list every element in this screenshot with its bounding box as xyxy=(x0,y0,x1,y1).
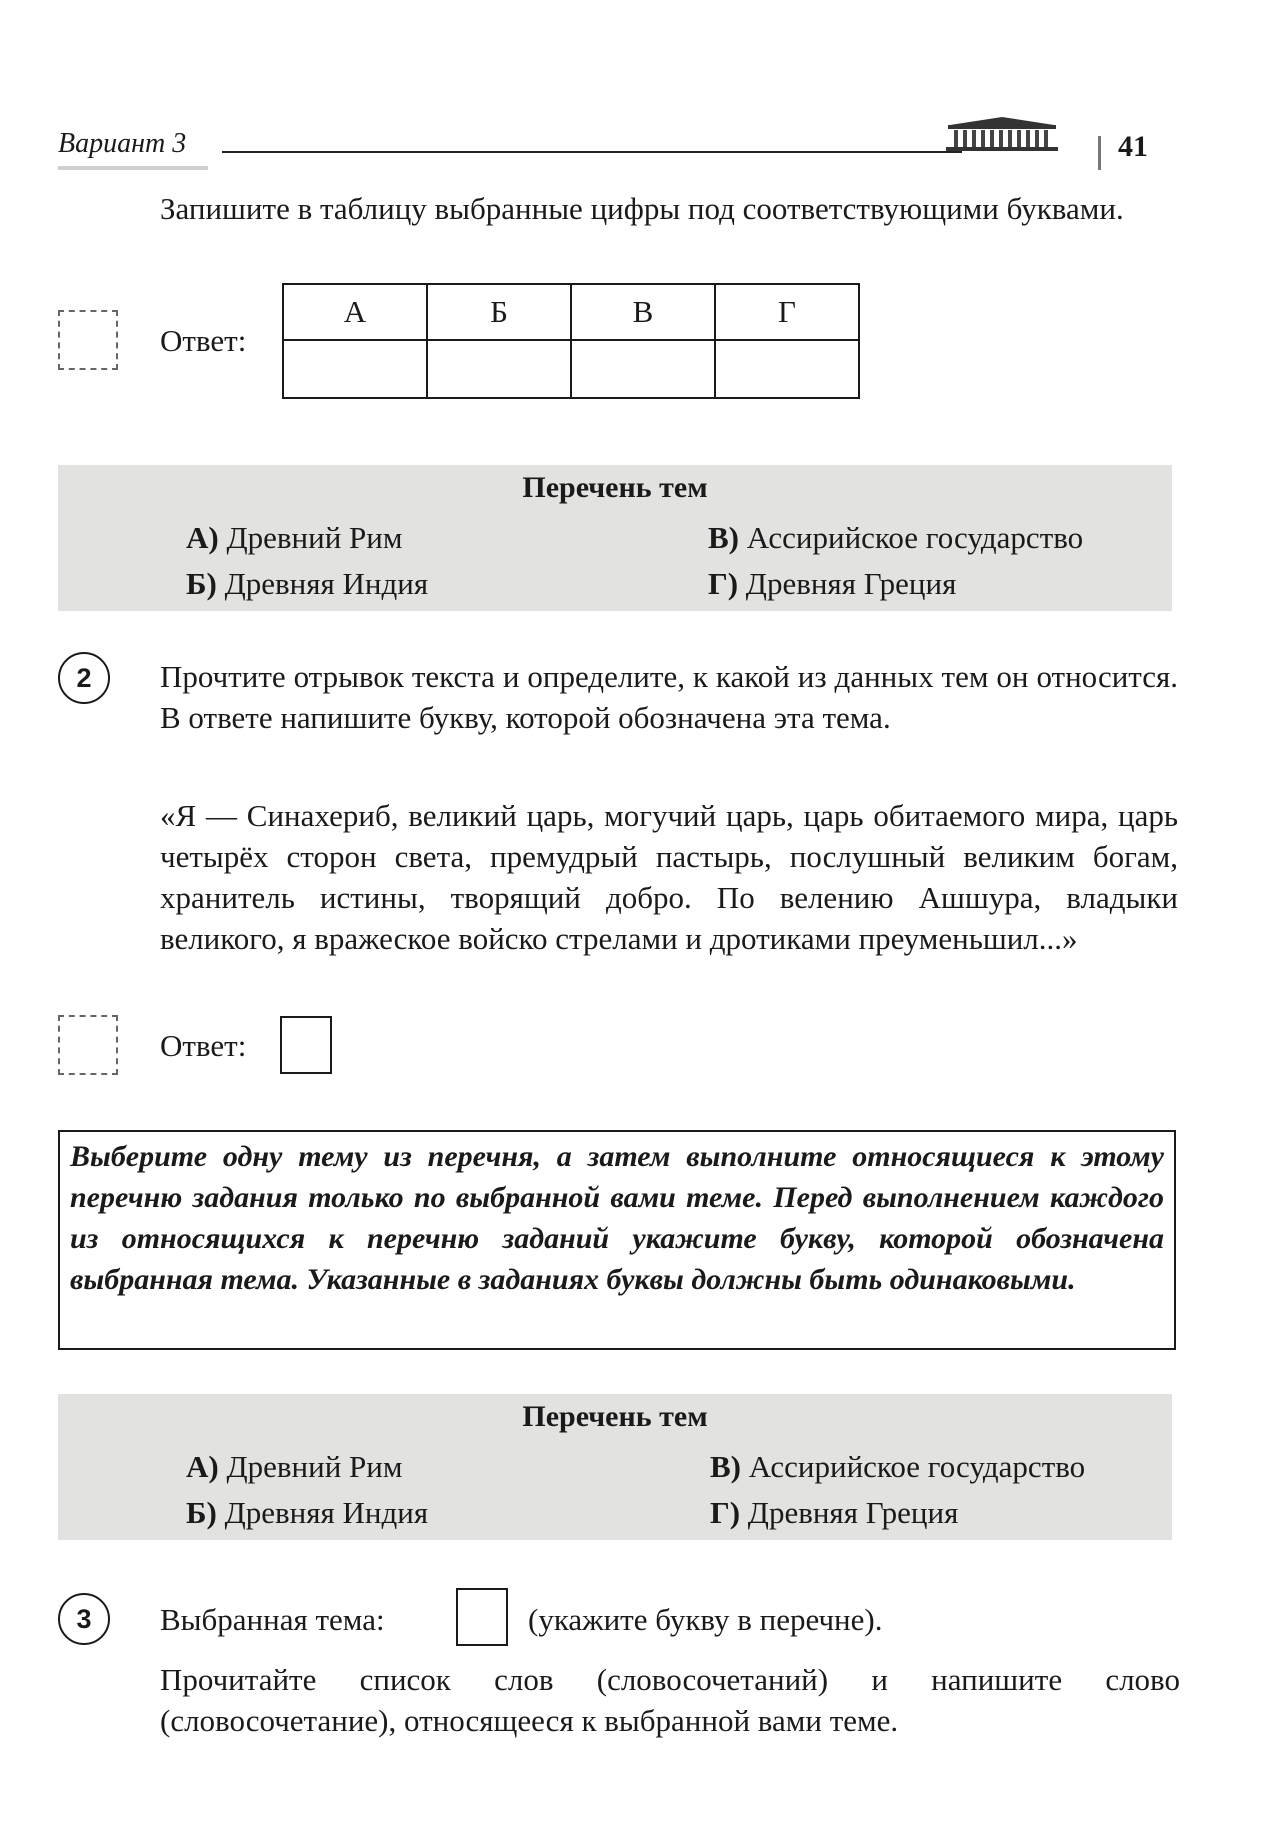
answer-table-header-a: А xyxy=(283,284,427,340)
topics-panel-2 xyxy=(58,1394,1172,1540)
answer-table xyxy=(282,283,860,399)
variant-label: Вариант 3 xyxy=(58,128,187,159)
task-number-2: 2 xyxy=(58,652,110,704)
task3-chosen-label: Выбранная тема: xyxy=(160,1602,385,1637)
task2-quote: «Я — Синахериб, великий царь, могучий царь, царь обитаемого мира, царь четырёх сторон света, премудрый пастырь, послушный великим богам, хранитель истины, творящий добро. По велению Ашшура, владыки великого, я вражеское войско стрелами и дротиками преуменьшил...» xyxy=(160,798,1178,956)
answer-cell-b[interactable] xyxy=(427,340,571,398)
topic-item: В) Ассирийское государство xyxy=(710,1449,1086,1484)
topic-item: А) Древний Рим xyxy=(186,520,403,555)
header-rule xyxy=(222,151,962,153)
score-box-1 xyxy=(58,310,118,370)
score-box-2 xyxy=(58,1015,118,1075)
task3-chosen-topic-box[interactable] xyxy=(456,1588,508,1646)
task3-chosen-hint: (укажите букву в перечне). xyxy=(528,1602,883,1637)
topic-item: А) Древний Рим xyxy=(186,1449,403,1484)
task1-answer-label: Ответ: xyxy=(160,323,247,358)
answer-cell-g[interactable] xyxy=(715,340,859,398)
task3-instruction: Прочитайте список слов (словосочетаний) и напишите слово (словосочетание), относящееся к выбранной вами теме. xyxy=(160,1662,1180,1738)
topic-item: Г) Древняя Греция xyxy=(708,566,957,601)
topics-panel-1 xyxy=(58,465,1172,611)
header-underline xyxy=(58,166,208,170)
topic-item: Б) Древняя Индия xyxy=(186,566,429,601)
topic-item: Б) Древняя Индия xyxy=(186,1495,429,1530)
selection-instruction-box: Выберите одну тему из перечня, а затем выполните относящиеся к этому перечню задания только по выбранной вами теме. Перед выполнением каждого из относящихся к перечню заданий укажите букву, которой обозначена выбранная тема. Указанные в заданиях буквы должны быть одинаковыми. xyxy=(58,1130,1176,1350)
task1-instruction: Запишите в таблицу выбранные цифры под соответствующими буквами. xyxy=(160,191,1124,226)
answer-table-header-b: Б xyxy=(427,284,571,340)
answer-cell-v[interactable] xyxy=(571,340,715,398)
topic-item: В) Ассирийское государство xyxy=(708,520,1084,555)
task-number-3: 3 xyxy=(58,1593,110,1645)
page-number: 41 xyxy=(1118,130,1148,163)
answer-table-header-v: В xyxy=(571,284,715,340)
task2-answer-label: Ответ: xyxy=(160,1028,247,1063)
answer-cell-a[interactable] xyxy=(283,340,427,398)
topics-panel-2-title: Перечень тем xyxy=(522,1400,708,1433)
topic-item: Г) Древняя Греция xyxy=(710,1495,959,1530)
topics-panel-1-title: Перечень тем xyxy=(522,471,708,504)
task2-answer-box[interactable] xyxy=(280,1016,332,1074)
answer-table-header-g: Г xyxy=(715,284,859,340)
task2-instruction: Прочтите отрывок текста и определите, к какой из данных тем он относится. В ответе напишите букву, которой обозначена эта тема. xyxy=(160,659,1178,735)
header-divider xyxy=(1098,136,1101,170)
temple-icon xyxy=(942,115,1062,153)
